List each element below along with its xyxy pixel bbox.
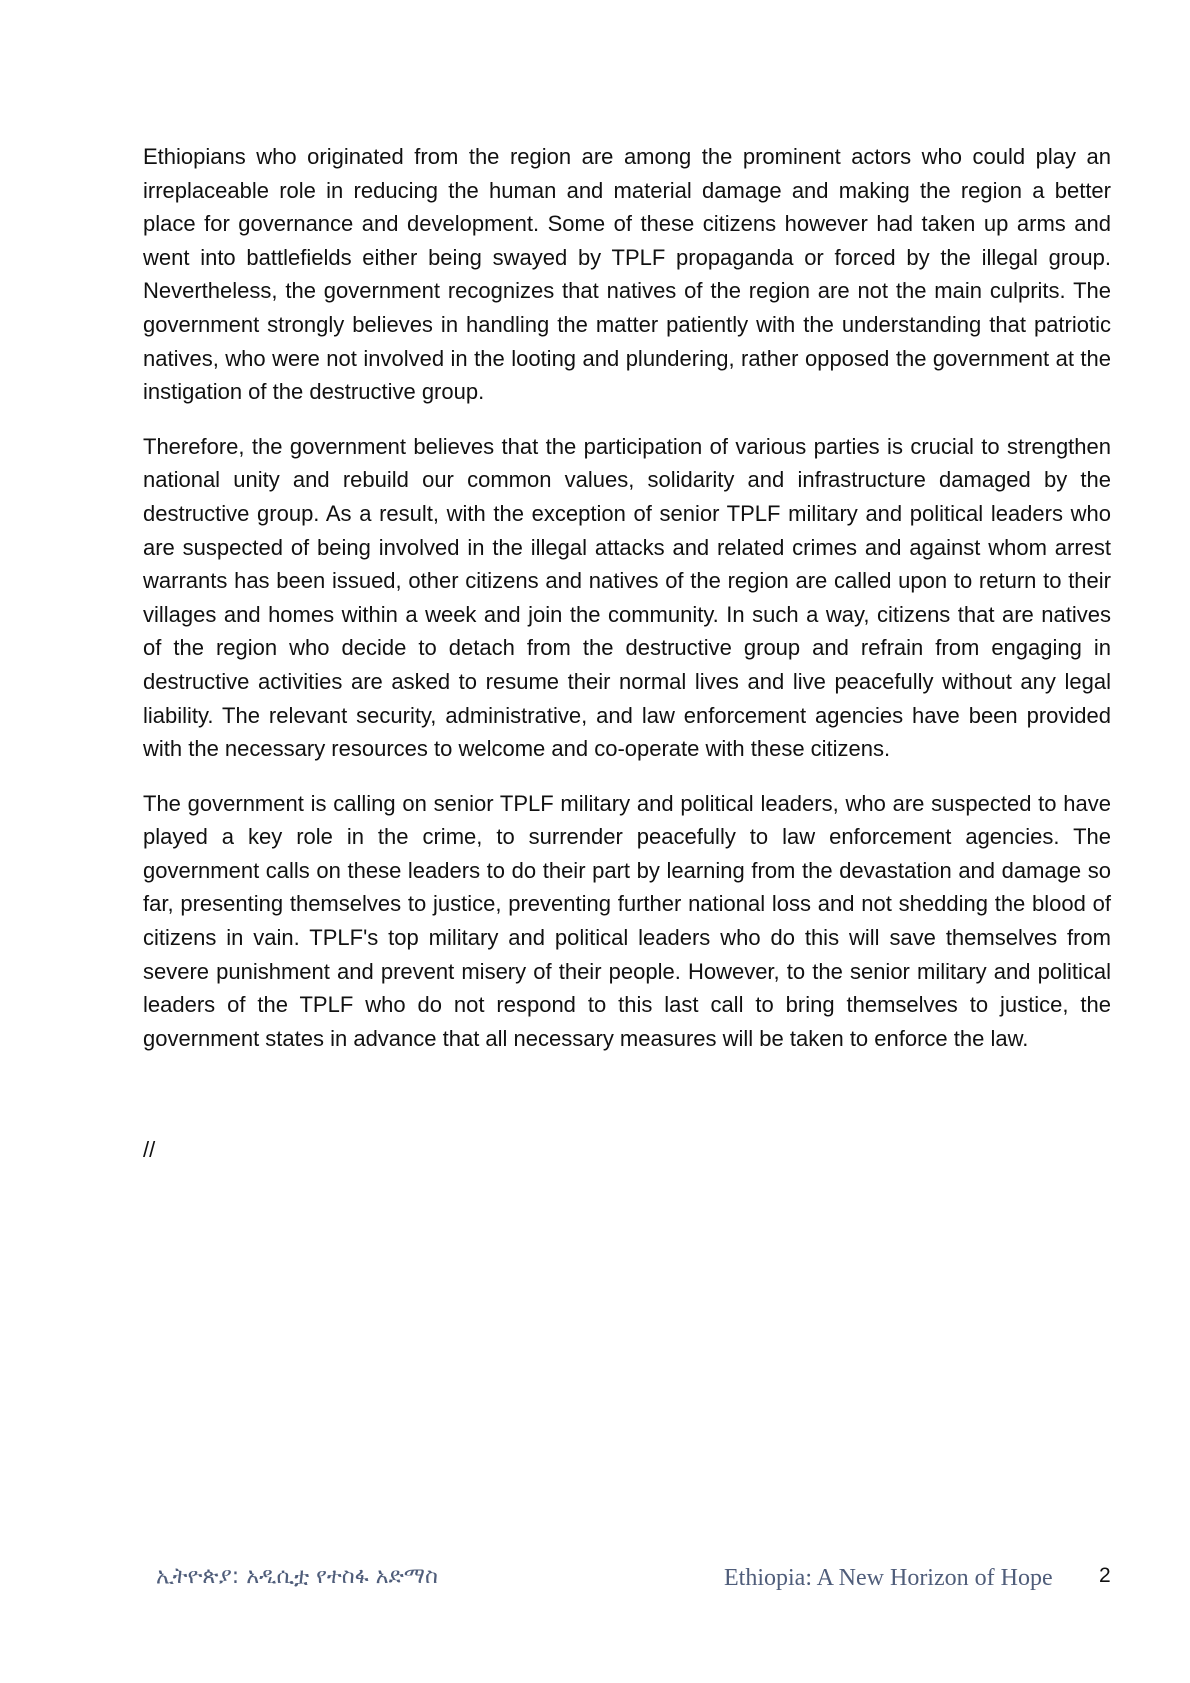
end-mark: //: [143, 1137, 156, 1162]
footer-english-title: Ethiopia: A New Horizon of Hope: [724, 1565, 1053, 1591]
page-number: 2: [1099, 1564, 1111, 1587]
body-paragraph: Therefore, the government believes that the participation of various parties is crucial to strengthen national unity and rebuild our common values, solidarity and infrastructure damaged by the destructive group. As a result, with the exception of senior TPLF military and political leaders who are suspected of being involved in the illegal attacks and related crimes and against whom arrest warrants has been issued, other citizens and natives of the region are called upon to return to their villages and homes within a week and join the community. In such a way, citizens that are natives of the region who decide to detach from the destructive group and refrain from engaging in destructive activities are asked to resume their normal lives and live peacefully without any legal liability. The relevant security, administrative, and law enforcement agencies have been provided with the necessary resources to welcome and co-operate with these citizens.: [143, 433, 1111, 762]
footer-amharic-title: ኢትዮጵያ: አዲሲቷ የተስፋ አድማስ: [156, 1564, 438, 1589]
body-paragraph: Ethiopians who originated from the region are among the prominent actors who could play an irreplaceable role in reducing the human and material damage and making the region a better place for governance and development. Some of these citizens however had taken up arms and went into battlefields either being swayed by TPLF propaganda or forced by the illegal group. Nevertheless, the government recognizes that natives of the region are not the main culprits. The government strongly believes in handling the matter patiently with the understanding that patriotic natives, who were not involved in the looting and plundering, rather opposed the government at the instigation of the destructive group.: [143, 144, 1111, 405]
body-paragraph: The government is calling on senior TPLF military and political leaders, who are suspected to have played a key role in the crime, to surrender peacefully to law enforcement agencies. The government calls on these leaders to do their part by learning from the devastation and damage so far, presenting themselves to justice, preventing further national loss and not shedding the blood of citizens in vain. TPLF's top military and political leaders who do this will save themselves from severe punishment and prevent misery of their people. However, to the senior military and political leaders of the TPLF who do not respond to this last call to bring themselves to justice, the government states in advance that all necessary measures will be taken to enforce the law.: [143, 790, 1111, 1051]
document-body: [143, 140, 1111, 1076]
